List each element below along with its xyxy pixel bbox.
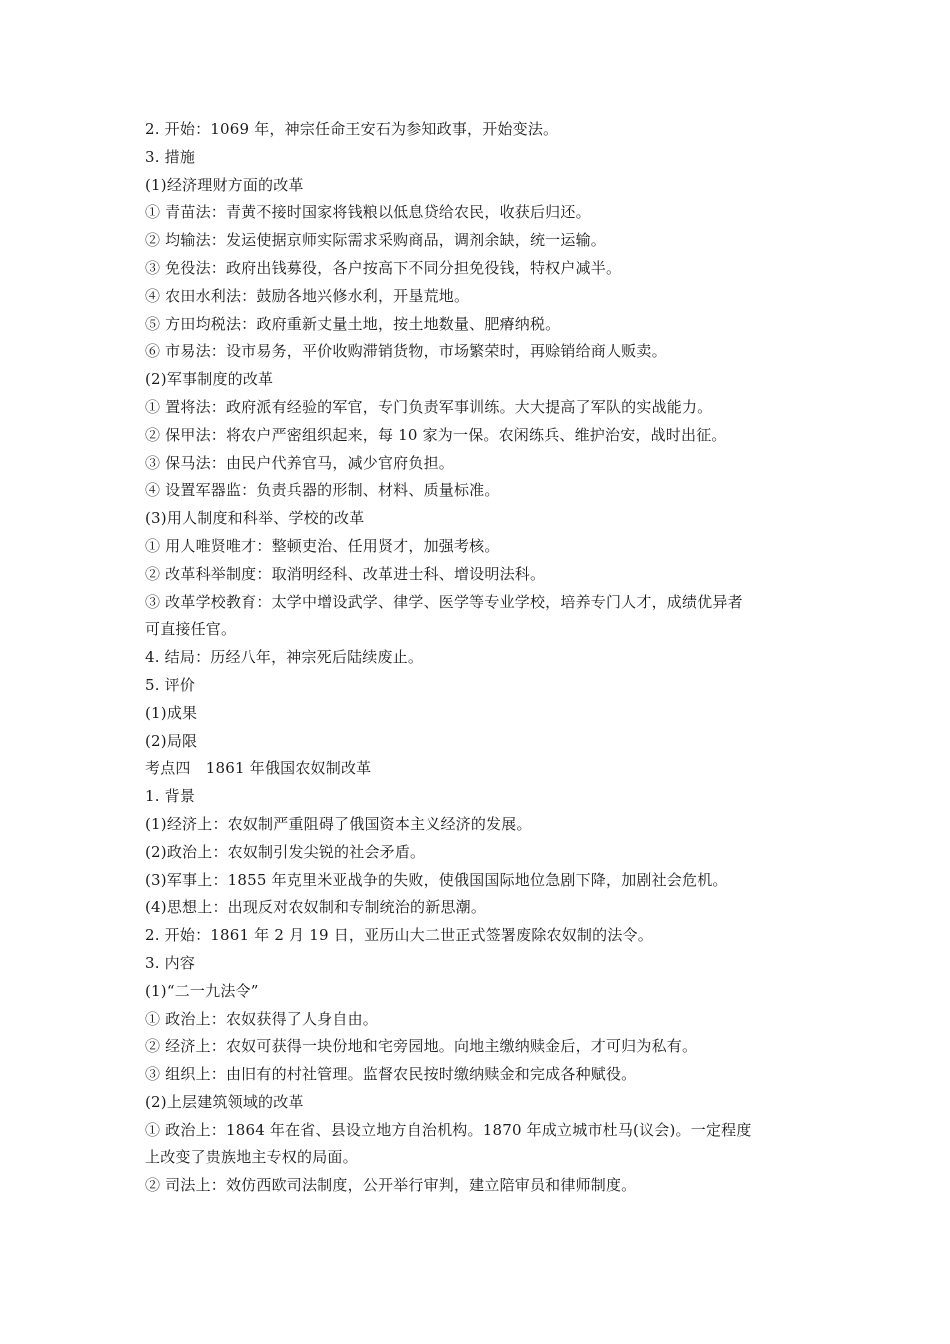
list-item: ② 经济上：农奴可获得一块份地和宅旁园地。向地主缴纳赎金后，才可归为私有。 (145, 1037, 698, 1056)
list-item: ⑥ 市易法：设市易务，平价收购滞销货物，市场繁荣时，再赊销给商人贩卖。 (145, 342, 667, 361)
list-item: ③ 保马法：由民户代养官马，减少官府负担。 (145, 453, 454, 472)
list-item: ⑤ 方田均税法：政府重新丈量土地，按土地数量、肥瘠纳税。 (145, 314, 561, 333)
list-item-continuation: 上改变了贵族地主专权的局面。 (145, 1148, 358, 1167)
text-line: 2. 开始：1069 年，神宗任命王安石为参知政事，开始变法。 (145, 120, 559, 138)
list-item: ① 用人唯贤唯才：整顿吏治、任用贤才，加强考核。 (145, 536, 500, 555)
text-line: 4. 结局：历经八年，神宗死后陆续废止。 (145, 648, 424, 667)
document-body (145, 116, 825, 1200)
topic-heading: 考点四 1861 年俄国农奴制改革 (145, 759, 372, 778)
list-item-continuation: 可直接任官。 (145, 620, 237, 639)
list-item: ④ 设置军器监：负责兵器的形制、材料、质量标准。 (145, 481, 500, 500)
section-heading: 3. 措施 (145, 147, 196, 166)
list-item: ① 置将法：政府派有经验的军官，专门负责军事训练。大大提高了军队的实战能力。 (145, 397, 713, 416)
list-item: ② 均输法：发运使据京师实际需求采购商品，调剂余缺，统一运输。 (145, 231, 606, 250)
list-item: ④ 农田水利法：鼓励各地兴修水利，开垦荒地。 (145, 286, 470, 305)
list-item: ② 保甲法：将农户严密组织起来，每 10 家为一保。农闲练兵、维护治安，战时出征。 (145, 425, 727, 444)
list-item: ② 司法上：效仿西欧司法制度，公开举行审判，建立陪审员和律师制度。 (145, 1176, 637, 1195)
subsection-heading: (2)上层建筑领域的改革 (145, 1092, 304, 1111)
subsection-heading: (2)局限 (145, 731, 198, 750)
subsection-heading: (1)“二一九法令” (145, 981, 259, 1000)
list-item: ② 改革科举制度：取消明经科、改革进士科、增设明法科。 (145, 564, 546, 583)
list-item: ③ 免役法：政府出钱募役，各户按高下不同分担免役钱，特权户减半。 (145, 258, 622, 277)
text-line: 2. 开始：1861 年 2 月 19 日，亚历山大二世正式签署废除农奴制的法令。 (145, 926, 653, 945)
list-item: (4)思想上：出现反对农奴制和专制统治的新思潮。 (145, 898, 487, 917)
list-item: ③ 改革学校教育：太学中增设武学、律学、医学等专业学校，培养专门人才，成绩优异者 (145, 592, 743, 611)
list-item: (2)政治上：农奴制引发尖锐的社会矛盾。 (145, 842, 426, 861)
subsection-heading: (1)成果 (145, 703, 198, 722)
list-item: ① 政治上：农奴获得了人身自由。 (145, 1009, 378, 1028)
subsection-heading: (1)经济理财方面的改革 (145, 175, 304, 194)
section-heading: 3. 内容 (145, 953, 196, 972)
list-item: (3)军事上：1855 年克里米亚战争的失败，使俄国国际地位急剧下降，加剧社会危机。 (145, 870, 728, 889)
list-item: ③ 组织上：由旧有的村社管理。监督农民按时缴纳赎金和完成各种赋役。 (145, 1065, 637, 1084)
list-item: ① 政治上：1864 年在省、县设立地方自治机构。1870 年成立城市杜马(议会)。一定程度 (145, 1120, 752, 1139)
list-item: ① 青苗法：青黄不接时国家将钱粮以低息贷给农民，收获后归还。 (145, 203, 591, 222)
list-item: (1)经济上：农奴制严重阻碍了俄国资本主义经济的发展。 (145, 814, 532, 833)
section-heading: 5. 评价 (145, 675, 196, 694)
section-heading: 1. 背景 (145, 787, 196, 806)
subsection-heading: (3)用人制度和科举、学校的改革 (145, 509, 365, 528)
subsection-heading: (2)军事制度的改革 (145, 370, 274, 389)
